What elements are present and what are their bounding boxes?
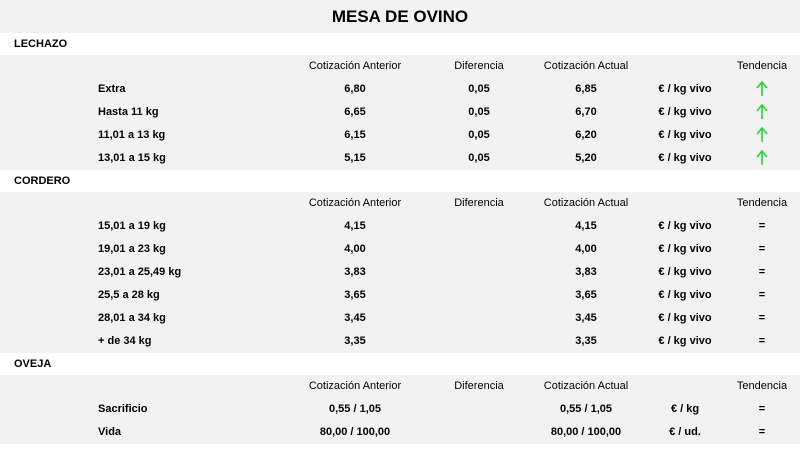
cotizacion-actual: 5,20: [575, 152, 597, 164]
cotizacion-actual: 4,00: [575, 243, 597, 255]
table-row: [0, 284, 800, 307]
cotizacion-actual: 3,83: [575, 266, 597, 278]
trend-equal-icon: =: [758, 243, 766, 255]
row-label: + de 34 kg: [98, 335, 152, 347]
trend-up-arrow-icon: [755, 126, 769, 144]
cotizacion-anterior: 6,80: [344, 83, 366, 95]
cotizacion-anterior: 3,65: [344, 289, 366, 301]
col-header-tendencia: Tendencia: [736, 380, 788, 392]
table-row: [0, 78, 800, 101]
table-row: [0, 398, 800, 421]
cotizacion-anterior: 4,15: [344, 220, 366, 232]
trend-equal-icon: =: [758, 312, 766, 324]
table-row: [0, 330, 800, 353]
unidad: € / kg vivo: [658, 152, 712, 164]
row-label: Hasta 11 kg: [98, 106, 159, 118]
unidad: € / kg vivo: [658, 220, 712, 232]
table-row: [0, 421, 800, 444]
cotizacion-anterior: 3,83: [344, 266, 366, 278]
col-header-diferencia: Diferencia: [454, 197, 504, 209]
trend-equal-icon: =: [758, 403, 766, 415]
row-label: 13,01 a 15 kg: [98, 152, 166, 164]
section-label: CORDERO: [14, 175, 71, 187]
row-label: 23,01 a 25,49 kg: [98, 266, 182, 278]
section-label: OVEJA: [14, 358, 52, 370]
table-row: [0, 238, 800, 261]
header-row: [0, 192, 800, 215]
trend-up-arrow-icon: [755, 103, 769, 121]
cotizacion-anterior: 0,55 / 1,05: [329, 403, 381, 415]
row-label: 19,01 a 23 kg: [98, 243, 166, 255]
row-label: 25,5 a 28 kg: [98, 289, 160, 301]
trend-equal-icon: =: [758, 220, 766, 232]
cotizacion-actual: 6,70: [575, 106, 597, 118]
cotizacion-anterior: 3,45: [344, 312, 366, 324]
diferencia: 0,05: [468, 152, 490, 164]
col-header-actual: Cotización Actual: [543, 197, 629, 209]
unidad: € / kg vivo: [658, 289, 712, 301]
unidad: € / ud.: [669, 426, 701, 438]
col-header-anterior: Cotización Anterior: [308, 60, 402, 72]
trend-equal-icon: =: [758, 426, 766, 438]
row-label: 11,01 a 13 kg: [98, 129, 166, 141]
section-oveja: [0, 353, 800, 375]
cotizacion-actual: 4,15: [575, 220, 597, 232]
cotizacion-anterior: 6,65: [344, 106, 366, 118]
unidad: € / kg vivo: [658, 312, 712, 324]
trend-up-arrow-icon: [755, 80, 769, 98]
unidad: € / kg vivo: [658, 243, 712, 255]
diferencia: 0,05: [468, 129, 490, 141]
cotizacion-anterior: 3,35: [344, 335, 366, 347]
row-label: Extra: [98, 83, 126, 95]
table-row: [0, 215, 800, 238]
header-row: [0, 55, 800, 78]
col-header-diferencia: Diferencia: [454, 60, 504, 72]
col-header-tendencia: Tendencia: [736, 197, 788, 209]
cotizacion-anterior: 4,00: [344, 243, 366, 255]
row-label: 28,01 a 34 kg: [98, 312, 166, 324]
diferencia: 0,05: [468, 106, 490, 118]
unidad: € / kg vivo: [658, 106, 712, 118]
section-lechazo: [0, 33, 800, 55]
col-header-actual: Cotización Actual: [543, 60, 629, 72]
title-bar: [0, 0, 800, 33]
trend-up-arrow-icon: [755, 149, 769, 167]
cotizacion-actual: 3,35: [575, 335, 597, 347]
cotizacion-actual: 3,65: [575, 289, 597, 301]
cotizacion-actual: 3,45: [575, 312, 597, 324]
col-header-tendencia: Tendencia: [736, 60, 788, 72]
section-cordero: [0, 170, 800, 192]
row-label: Sacrificio: [98, 403, 148, 415]
page-title: MESA DE OVINO: [331, 7, 469, 26]
unidad: € / kg vivo: [658, 335, 712, 347]
trend-equal-icon: =: [758, 266, 766, 278]
diferencia: 0,05: [468, 83, 490, 95]
table-row: [0, 101, 800, 124]
table-row: [0, 147, 800, 170]
unidad: € / kg vivo: [658, 266, 712, 278]
unidad: € / kg vivo: [658, 83, 712, 95]
cotizacion-actual: 80,00 / 100,00: [550, 426, 622, 438]
table-row: [0, 261, 800, 284]
trend-equal-icon: =: [758, 335, 766, 347]
col-header-anterior: Cotización Anterior: [308, 197, 402, 209]
cotizacion-actual: 6,20: [575, 129, 597, 141]
cotizacion-actual: 6,85: [575, 83, 597, 95]
row-label: Vida: [98, 426, 122, 438]
section-label: LECHAZO: [14, 38, 68, 50]
row-label: 15,01 a 19 kg: [98, 220, 166, 232]
header-row: [0, 375, 800, 398]
col-header-diferencia: Diferencia: [454, 380, 504, 392]
col-header-actual: Cotización Actual: [543, 380, 629, 392]
trend-equal-icon: =: [758, 289, 766, 301]
cotizacion-anterior: 80,00 / 100,00: [319, 426, 391, 438]
cotizacion-actual: 0,55 / 1,05: [560, 403, 612, 415]
unidad: € / kg vivo: [658, 129, 712, 141]
cotizacion-anterior: 5,15: [344, 152, 366, 164]
unidad: € / kg: [670, 403, 700, 415]
table-row: [0, 124, 800, 147]
table-row: [0, 307, 800, 330]
col-header-anterior: Cotización Anterior: [308, 380, 402, 392]
cotizacion-anterior: 6,15: [344, 129, 366, 141]
